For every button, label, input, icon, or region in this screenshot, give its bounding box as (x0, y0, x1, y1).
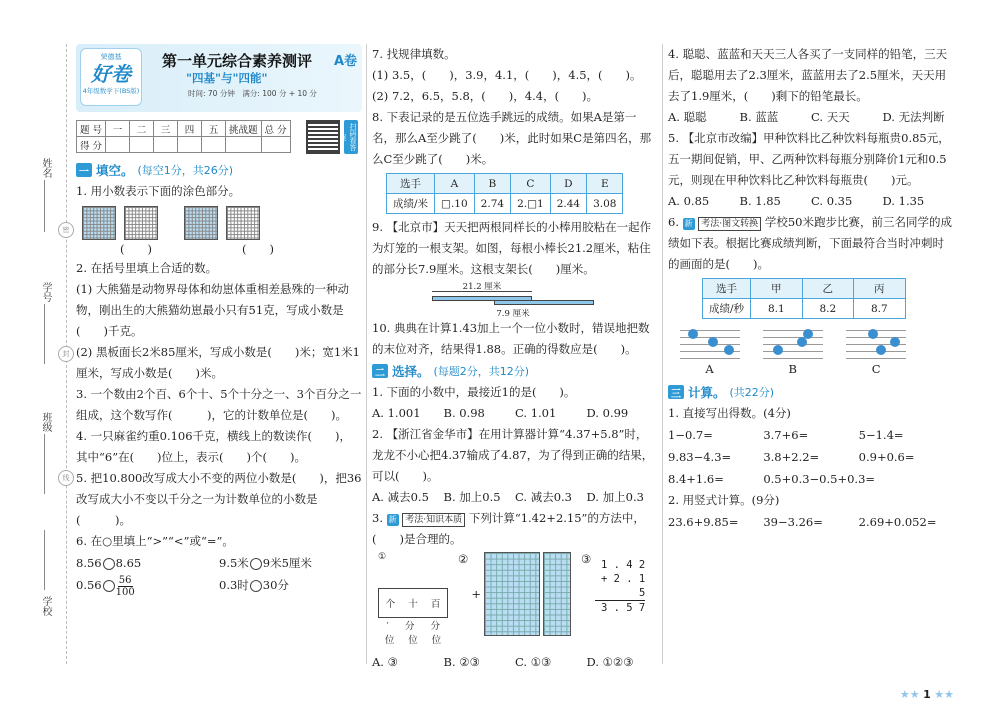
option-d[interactable]: D. ①②③ (586, 655, 634, 669)
race-results-table (702, 278, 906, 319)
student-id-line (44, 304, 45, 364)
runner-icon (868, 329, 878, 339)
school-line (44, 530, 45, 590)
race-scene-icon[interactable] (680, 325, 740, 359)
score-cell: 题 号 (77, 121, 106, 137)
column-divider (366, 44, 367, 664)
option-d[interactable]: D. 加上0.3 (586, 490, 644, 504)
score-cell[interactable] (106, 137, 130, 153)
question-10: 10. 典典在计算1.43加上一个一位小数时，错误地把数的末位对齐，结果得1.88。正确的得数应是( )。 (372, 321, 650, 356)
question-9: 9. 【北京市】天天把两根同样长的小棒用胶粘在一起作为灯笼的一根支架。如图，每根小棒长21.2厘米，粘住的部分长7.9厘米。这根支架长( )厘米。 (372, 220, 652, 276)
option-d[interactable]: D. 0.99 (586, 406, 629, 420)
comparison-row (76, 574, 362, 598)
calc-item[interactable]: 9.83−4.3= (668, 450, 732, 464)
table-cell: 丙 (854, 279, 906, 299)
compare-left: 9.5米 (219, 556, 249, 570)
table-cell: 2.74 (474, 194, 510, 214)
test-version-tag: A卷 (334, 54, 358, 69)
score-table-header-row (77, 121, 291, 137)
question-5: 5. 把10.800改写成大小不变的两位小数是( )，把36改写成大小不变以千分之一为计数单位的小数是( )。 (76, 471, 362, 527)
compare-circle[interactable] (103, 558, 115, 570)
column-2 (372, 44, 658, 673)
test-subtitle: "四基"与"四能" (186, 71, 268, 85)
table-row (703, 299, 906, 319)
method-tag: 考法·知识本质 (402, 513, 465, 527)
column-1 (76, 44, 362, 598)
question-8: 8. 下表记录的是五位选手跳远的成绩。如果A是第一名，那么A至少跳了( )米，此时如果C是第四名，那么C至少跳了( )米。 (372, 110, 652, 166)
section-number: 二 (372, 364, 388, 378)
table-cell: 8.7 (854, 299, 906, 319)
question-1: 1. 用小数表示下面的涂色部分。 (76, 184, 241, 198)
fraction-numerator: 56 (118, 574, 132, 586)
place-label: 十 (408, 599, 418, 610)
compare-left: 8.56 (76, 556, 102, 570)
compare-left: 0.56 (76, 578, 102, 592)
calc-line: 1 . 4 2 (601, 559, 646, 571)
calc-item[interactable]: 0.5+0.3−0.5+0.3= (763, 472, 876, 486)
option-c[interactable]: C (871, 362, 881, 376)
race-pictures (668, 325, 918, 359)
star-icon: ★★ (934, 688, 954, 701)
question-3: 3. 一个数由2个百、6个十、5个十分之一、3个百分之一组成，这个数写作( )，它的计数单位是( )。 (76, 387, 362, 422)
score-cell[interactable] (202, 137, 226, 153)
vertical-method-figure (581, 552, 645, 615)
test-title: 第一单元综合素养测评 (162, 52, 313, 70)
table-cell: E (587, 174, 623, 194)
calc-item[interactable]: 8.4+1.6= (668, 472, 724, 486)
race-picture-labels (668, 359, 918, 379)
choice-5: 5. 【北京市改编】甲种饮料比乙种饮料每瓶贵0.85元，五一期间促销，甲、乙两种饮料每瓶分别降价1元和0.5元，则现在甲种饮料比乙种饮料每瓶贵( )元。 (668, 131, 950, 187)
runner-icon (773, 345, 783, 355)
option-b[interactable]: B. 1.85 (739, 194, 781, 208)
score-table-score-row (77, 137, 291, 153)
score-cell[interactable] (130, 137, 154, 153)
calc-row (668, 446, 954, 468)
calc-row (668, 424, 954, 446)
option-c[interactable]: C. 天天 (811, 110, 850, 124)
score-cell: 挑战题 (226, 121, 262, 137)
choice-6 (668, 212, 954, 275)
place-label: 百 (430, 599, 441, 610)
table-cell: 2.□1 (511, 194, 551, 214)
score-cell: 四 (178, 121, 202, 137)
choice-1: 1. 下面的小数中，最接近1的是( )。 (372, 385, 576, 399)
option-a[interactable]: A. 0.85 (668, 194, 710, 208)
table-cell: 2.44 (550, 194, 586, 214)
place-label: 个 (385, 599, 396, 610)
option-a[interactable]: A. 聪聪 (668, 110, 707, 124)
section-note: (每空1分，共26分) (137, 164, 234, 177)
runner-icon (797, 337, 807, 347)
choice-3-options (372, 652, 658, 673)
hundred-grid-icon (484, 552, 540, 636)
binding-margin (0, 0, 66, 711)
place-label: 位 (384, 635, 395, 646)
method-marker: ② (458, 552, 469, 566)
score-cell[interactable] (261, 137, 290, 153)
calc-item[interactable]: 2.69+0.052= (858, 515, 937, 529)
table-cell: 成绩/米 (387, 194, 435, 214)
table-header-row (703, 279, 906, 299)
option-d[interactable]: D. 无法判断 (882, 110, 945, 124)
option-c[interactable]: C. 1.01 (515, 406, 557, 420)
calc-item[interactable]: 23.6+9.85= (668, 515, 739, 529)
question-2-part-2: (2) 黑板面长2米85厘米，写成小数是( )米；宽1米1厘米，写成小数是( )米。 (76, 345, 360, 380)
score-cell: 二 (130, 121, 154, 137)
choice-3 (372, 508, 658, 550)
place-label: 位 (431, 635, 442, 646)
name-line (44, 180, 45, 232)
compare-circle[interactable] (103, 580, 115, 592)
table-row (387, 194, 623, 214)
option-c[interactable]: C. ①③ (515, 655, 552, 669)
table-header-row (387, 174, 623, 194)
compare-circle[interactable] (250, 580, 262, 592)
option-c[interactable]: C. 减去0.3 (515, 490, 572, 504)
table-cell: 选手 (703, 279, 751, 299)
seal-feng: 封 (58, 346, 74, 362)
calc-question-2: 2. 用竖式计算。(9分) (668, 493, 780, 507)
calc-item[interactable]: 39−3.26= (763, 515, 823, 529)
class-label: 班级 (40, 412, 51, 432)
table-cell: D (550, 174, 586, 194)
section-note: (共22分) (729, 386, 775, 399)
compare-right: 8.65 (115, 556, 142, 570)
question-7-part-1: (1) 3.5，( )，3.9，4.1，( )，4.5，( )。 (372, 68, 642, 82)
section-number: 一 (76, 163, 92, 177)
question-text: 下列计算“1.42+2.15”的方法中，( )是合理的。 (372, 511, 645, 546)
table-cell: 3.08 (587, 194, 623, 214)
place-row (378, 632, 448, 646)
figure-answers (120, 240, 362, 258)
section-title: 计算。 (688, 385, 726, 400)
choice-4-options (668, 107, 954, 128)
calc-item[interactable]: 5−1.4= (858, 428, 904, 442)
place-label: 分 (430, 621, 440, 632)
option-b[interactable]: B. 0.98 (443, 406, 485, 420)
table-cell: □.10 (435, 194, 475, 214)
seal-mi: 密 (58, 222, 74, 238)
score-table (76, 120, 291, 153)
question-4: 4. 一只麻雀约重0.106千克，横线上的数读作( )，其中“6”在( )位上，表示( )个( )。 (76, 429, 352, 464)
section-3-heading (668, 383, 954, 401)
plus-sign: + (471, 587, 481, 601)
runner-icon (724, 345, 734, 355)
option-b[interactable]: B. ②③ (443, 655, 480, 669)
score-cell[interactable] (178, 137, 202, 153)
calc-row (668, 511, 954, 533)
option-a[interactable]: A (705, 362, 714, 376)
race-scene-icon[interactable] (763, 325, 823, 359)
column-divider (662, 44, 663, 664)
compare-right: 9米5厘米 (262, 556, 312, 570)
star-icon: ★★ (899, 688, 920, 701)
question-6: 6. 在○里填上“>”“<”或“=”。 (76, 534, 234, 548)
hundred-grid-icon (543, 552, 571, 636)
table-cell: 乙 (802, 279, 854, 299)
method-tag: 考法·图文转换 (698, 217, 761, 231)
question-7: 7. 找规律填数。 (372, 47, 456, 61)
test-header (76, 44, 362, 112)
choice-1-options (372, 403, 658, 424)
place-label: 位 (408, 635, 418, 646)
qr-label: 扫码看答案 (344, 120, 358, 154)
vertical-calculation (595, 558, 645, 615)
option-b[interactable]: B (788, 362, 797, 376)
score-cell[interactable] (154, 137, 178, 153)
new-badge: 新 (388, 515, 397, 524)
method-marker: ③ (580, 552, 592, 566)
compare-left: 0.3时 (219, 578, 249, 592)
qr-code-icon[interactable] (306, 120, 340, 154)
place-value-box (378, 588, 448, 618)
question-7-part-2: (2) 7.2，6.5，5.8，( )，4.4，( )。 (372, 89, 599, 103)
grid-method-figure (458, 552, 571, 636)
grid-square-icon (184, 206, 218, 240)
calc-question-1: 1. 直接写出得数。(4分) (668, 406, 791, 420)
new-badge: 新 (684, 219, 693, 228)
question-2-part-1: (1) 大熊猫是动物界母体和幼崽体重相差悬殊的一种动物，刚出生的大熊猫幼崽最小只有51克，写成小数是( )千克。 (76, 282, 349, 338)
comparison-row (76, 552, 362, 574)
test-meta: 时间: 70 分钟 满分: 100 分 + 10 分 (188, 89, 317, 98)
choice-5-options (668, 191, 954, 212)
page-footer (900, 688, 954, 701)
question-2: 2. 在括号里填上合适的数。 (76, 261, 218, 275)
method-marker: ① (378, 552, 387, 562)
table-cell: C (511, 174, 551, 194)
calc-line: + 2 . 1 5 (595, 572, 645, 601)
calc-row (668, 468, 954, 490)
runner-icon (876, 345, 886, 355)
score-cell: 得 分 (77, 137, 106, 153)
page-number: 1 (923, 688, 931, 701)
option-a[interactable]: A. ③ (372, 655, 398, 669)
place-label: · (385, 618, 390, 629)
name-label: 姓名 (40, 158, 51, 178)
calc-item[interactable]: 3.7+6= (763, 428, 809, 442)
option-b[interactable]: B. 蓝蓝 (739, 110, 779, 124)
table-cell: 选手 (387, 174, 435, 194)
option-b[interactable]: B. 加上0.5 (443, 490, 501, 504)
section-title: 选择。 (392, 364, 430, 379)
place-label: 分 (404, 621, 415, 632)
calc-item[interactable]: 0.9+0.6= (858, 450, 915, 464)
calc-item[interactable]: 3.8+2.2= (763, 450, 820, 464)
runner-icon (890, 337, 900, 347)
fraction-denominator: 100 (115, 586, 135, 598)
grid-square-icon (226, 206, 260, 240)
table-cell: A (435, 174, 475, 194)
column-3 (668, 44, 954, 533)
question-number: 3. (372, 511, 383, 525)
stick-bar (494, 300, 594, 305)
abacus-figure (378, 552, 448, 646)
runner-icon (708, 337, 718, 347)
choice-4: 4. 聪聪、蓝蓝和天天三人各买了一支同样的铅笔，三天后，聪聪用去了2.3厘米，蓝蓝用去了2.5厘米，天天用去了1.9厘米，( )剩下的铅笔最长。 (668, 47, 948, 103)
addition-methods-figure (378, 552, 658, 652)
calc-line: 3 . 5 7 (601, 602, 646, 614)
section-note: (每题2分，共12分) (433, 365, 530, 378)
seal-xian: 线 (58, 470, 74, 486)
compare-circle[interactable] (250, 558, 262, 570)
logo-publisher: 荣德基 (100, 53, 122, 61)
section-number: 三 (668, 385, 684, 399)
section-2-heading (372, 362, 658, 380)
student-id-label: 学号 (40, 282, 51, 302)
option-d[interactable]: D. 1.35 (882, 194, 925, 208)
section-1-heading (76, 161, 362, 179)
runner-icon (688, 329, 698, 339)
table-cell: 8.1 (751, 299, 803, 319)
brand-logo (80, 48, 142, 106)
table-cell: 甲 (751, 279, 803, 299)
option-a[interactable]: A. 减去0.5 (372, 490, 429, 504)
section-title: 填空。 (96, 163, 134, 178)
long-jump-table (386, 173, 623, 214)
choice-2: 2. 【浙江省金华市】在用计算器计算“4.37+5.8”时，龙龙不小心把4.37输成了4.87，为了得到正确的结果，可以( )。 (372, 427, 654, 483)
dimension-line (432, 291, 532, 292)
answer-blank[interactable]: ( ) (241, 242, 274, 256)
calc-item[interactable]: 1−0.7= (668, 428, 713, 442)
table-cell: 8.2 (802, 299, 854, 319)
race-scene-icon[interactable] (846, 325, 906, 359)
option-a[interactable]: A. 1.001 (372, 406, 421, 420)
place-row (378, 618, 448, 632)
grid-square-icon (124, 206, 158, 240)
table-cell: B (474, 174, 510, 194)
question-number: 6. (668, 215, 679, 229)
score-cell: 五 (202, 121, 226, 137)
question-text: 学校50米跑步比赛，前三名同学的成绩如下表。根据比赛成绩判断，下面最符合当时冲刺时的画面的是( )。 (668, 215, 952, 271)
option-c[interactable]: C. 0.35 (811, 194, 853, 208)
choice-2-options (372, 487, 658, 508)
compare-right: 30分 (262, 578, 289, 592)
grid-square-icon (82, 206, 116, 240)
stick-diagram (432, 280, 562, 318)
fraction (116, 575, 135, 598)
logo-title: 好卷 (91, 62, 131, 86)
logo-grade: 4年级数学下(BS版) (82, 87, 140, 95)
stick-length-label: 21.2 厘米 (462, 282, 502, 292)
table-cell: 成绩/秒 (703, 299, 751, 319)
overlap-length-label: 7.9 厘米 (496, 309, 530, 319)
class-line (44, 434, 45, 494)
school-label: 学校 (40, 596, 51, 616)
decimal-grid-figure (82, 206, 362, 240)
answer-blank[interactable]: ( ) (120, 242, 152, 256)
score-cell: 总 分 (261, 121, 290, 137)
score-cell[interactable] (226, 137, 262, 153)
score-cell: 一 (106, 121, 130, 137)
score-cell: 三 (154, 121, 178, 137)
